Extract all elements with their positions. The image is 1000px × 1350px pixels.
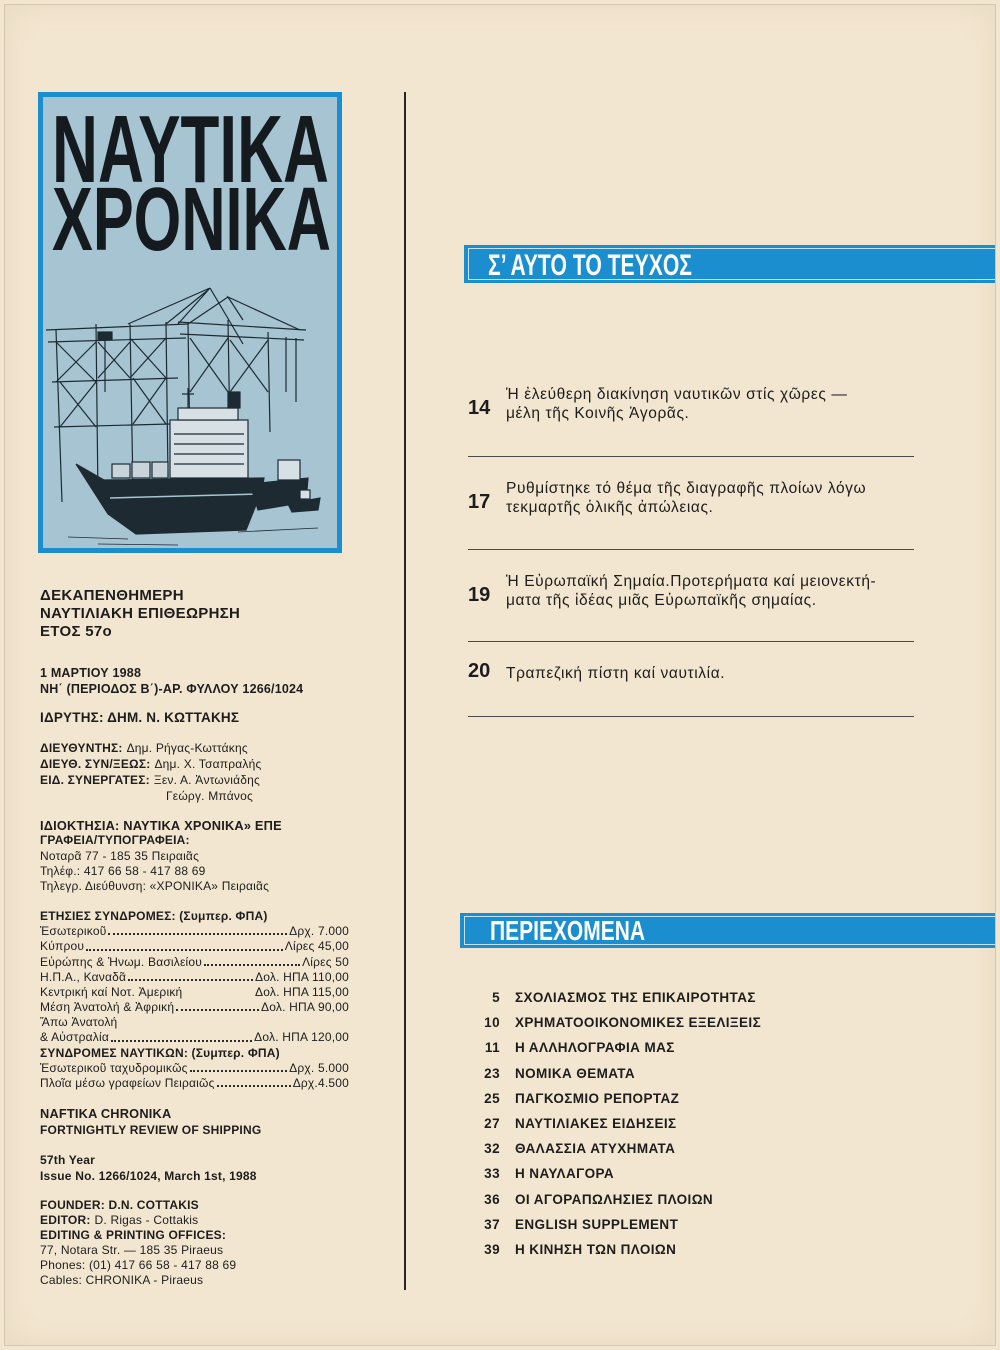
dot-leader [111, 1040, 252, 1042]
subscription-price: Δολ. ΗΠΑ 90,00 [261, 1000, 349, 1015]
article-title-line: Ἡ ἐλεύθερη διακίνηση ναυτικῶν στίς χῶρες — [506, 386, 848, 403]
article-page-number: 19 [468, 584, 491, 606]
featured-article [468, 572, 968, 622]
subscription-price: Δολ. ΗΠΑ 115,00 [255, 984, 349, 999]
featured-article [468, 479, 968, 529]
contents-item [470, 1187, 970, 1212]
ownership-block [40, 818, 349, 894]
contents-title: Η ΝΑΥΛΑΓΟΡΑ [515, 1166, 615, 1182]
english-address: 77, Notara Str. — 185 35 Piraeus [40, 1243, 224, 1257]
issue-date: 1 ΜΑΡΤΙΟΥ 1988 [40, 666, 142, 680]
contents-list [470, 985, 970, 1262]
offices-cable: Τηλεγρ. Διεύθυνση: «ΧΡΟΝΙΚΑ» Πειραιᾶς [40, 879, 270, 894]
subscription-row [40, 1000, 349, 1015]
dot-leader [217, 1085, 291, 1087]
english-issue: Issue No. 1266/1024, March 1st, 1988 [40, 1169, 257, 1183]
dot-leader [190, 1070, 287, 1072]
staff-role: ΕΙΔ. ΣΥΝΕΡΓΑΤΕΣ: [40, 773, 150, 787]
contents-title: ΝΑΥΤΙΛΙΑΚΕΣ ΕΙΔΗΣΕΙΣ [515, 1115, 677, 1131]
dot-leader [86, 949, 283, 951]
article-page-number: 17 [468, 491, 491, 513]
subscription-label: Πλοῖα μέσω γραφείων Πειραιῶς [40, 1076, 215, 1091]
article-title [506, 479, 866, 517]
staff-extra-name: Γεώργ. Μπάνος [166, 789, 253, 803]
issue-info [40, 665, 349, 697]
subscription-row [40, 1031, 349, 1046]
english-credits [40, 1198, 349, 1288]
staff-name: Δημ. Ρήγας-Κωττάκης [126, 741, 248, 755]
dot-leader [128, 979, 253, 981]
article-title [506, 572, 876, 610]
article-title-line: μέλη τῆς Κοινῆς Ἀγορᾶς. [506, 405, 690, 422]
contents-item [470, 1161, 970, 1186]
subscription-label: Η.Π.Α., Καναδᾶ [40, 969, 127, 984]
column-divider [404, 92, 406, 1290]
article-title [506, 664, 725, 683]
contents-page-number: 27 [484, 1115, 500, 1131]
subscription-price: Δρχ.4.500 [292, 1076, 349, 1091]
article-divider [468, 456, 914, 457]
subscription-price: Δρχ. 7.000 [289, 924, 349, 939]
featured-article [468, 660, 968, 714]
subscription-label: Κεντρική καί Νοτ. Ἀμερική [40, 984, 183, 999]
contents-title: ENGLISH SUPPLEMENT [515, 1216, 679, 1232]
staff-row [40, 772, 349, 788]
staff-name: Δημ. Χ. Τσαπραλής [154, 757, 262, 771]
contents-heading: ΠΕΡΙΕΧΟΜΕΝΑ [490, 915, 645, 946]
subscription-row [40, 970, 349, 985]
article-title-line: Τραπεζική πίστη καί ναυτιλία. [506, 665, 726, 682]
contents-banner [460, 913, 995, 948]
publication-type [40, 587, 349, 641]
article-divider [468, 641, 914, 642]
staff-role: ΔΙΕΥΘ. ΣΥΝ/ΞΕΩΣ: [40, 757, 151, 771]
staff-role: ΔΙΕΥΘΥΝΤΗΣ: [40, 741, 123, 755]
dot-leader [204, 964, 300, 966]
subscriptions-heading: ΕΤΗΣΙΕΣ ΣΥΝΔΡΟΜΕΣ: (Συμπερ. ΦΠΑ) [40, 909, 268, 923]
article-divider [468, 716, 914, 717]
staff-row [40, 740, 349, 756]
subscription-row [40, 955, 349, 970]
contents-page-number: 32 [484, 1141, 500, 1157]
contents-item [470, 1061, 970, 1086]
featured-article [468, 385, 968, 435]
subscription-label: Μέση Ἀνατολή & Ἀφρική [40, 1000, 175, 1015]
contents-page-number: 33 [484, 1166, 500, 1182]
english-cables: Cables: CHRONIKA - Piraeus [40, 1273, 204, 1287]
staff-name: Ξεν. Α. Ἀντωνιάδης [153, 773, 260, 787]
contents-page-number: 36 [484, 1191, 500, 1207]
contents-title: ΘΑΛΑΣΣΙΑ ΑΤΥΧΗΜΑΤΑ [515, 1141, 676, 1157]
banner-heading-svg [460, 913, 995, 948]
contents-page-number: 37 [484, 1216, 500, 1232]
subscription-label: & Αὐστραλία [40, 1030, 109, 1045]
contents-item [470, 1111, 970, 1136]
in-this-issue-banner [464, 245, 995, 283]
contents-item [470, 1010, 970, 1035]
contents-title: ΣΧΟΛΙΑΣΜΟΣ ΤΗΣ ΕΠΙΚΑΙΡΟΤΗΤΑΣ [515, 990, 756, 1005]
contents-title: ΧΡΗΜΑΤΟΟΙΚΟΝΟΜΙΚΕΣ ΕΞΕΛΙΞΕΙΣ [515, 1015, 762, 1031]
article-page-number: 20 [468, 660, 491, 682]
english-phones: Phones: (01) 417 66 58 - 417 88 69 [40, 1258, 237, 1272]
offices-phone: Τηλέφ.: 417 66 58 - 417 88 69 [40, 863, 206, 878]
cover-title-line1: ΝΑΥΤΙΚΑ [52, 96, 329, 203]
cover-title-line2: ΧΡΟΝΙΚΑ [52, 170, 331, 270]
contents-title: Η ΚΙΝΗΣΗ ΤΩΝ ΠΛΟΙΩΝ [515, 1241, 677, 1257]
issue-number: ΝΗ΄ (ΠΕΡΙΟΔΟΣ Β΄)-ΑΡ. ΦΥΛΛΟΥ 1266/1024 [40, 682, 304, 696]
english-founder: FOUNDER: D.N. COTTAKIS [40, 1198, 199, 1212]
subscription-row [40, 924, 349, 939]
english-title: NAFTIKA CHRONIKA [40, 1106, 172, 1121]
english-masthead [40, 1106, 349, 1138]
offices-address: Νοταρᾶ 77 - 185 35 Πειραιᾶς [40, 848, 200, 863]
sailors-subscriptions-heading: ΣΥΝΔΡΟΜΕΣ ΝΑΥΤΙΚΩΝ: (Συμπερ. ΦΠΑ) [40, 1045, 280, 1060]
subscription-price: Δολ. ΗΠΑ 120,00 [254, 1030, 349, 1045]
type-line-1: ΔΕΚΑΠΕΝΘΗΜΕΡΗ [40, 587, 184, 604]
subscription-price: Λίρες 45,00 [284, 939, 349, 954]
dot-leader [176, 1009, 259, 1011]
contents-item [470, 985, 970, 1010]
editor-name: D. Rigas - Cottakis [94, 1213, 199, 1227]
subscription-row [40, 939, 349, 954]
contents-page-number: 25 [484, 1090, 500, 1106]
in-this-issue-heading: Σ’ ΑΥΤΟ ΤΟ ΤΕΥΧΟΣ [488, 249, 692, 282]
contents-page-number: 11 [484, 1040, 500, 1056]
cover-thumbnail [38, 92, 342, 553]
english-editor [40, 1213, 349, 1228]
contents-title: Η ΑΛΛΗΛΟΓΡΑΦΙΑ ΜΑΣ [515, 1040, 675, 1056]
article-title-line: ματα τῆς ἰδέας μιᾶς Εὐρωπαϊκῆς σημαίας. [506, 592, 817, 609]
contents-page-number: 10 [484, 1015, 500, 1031]
contents-item [470, 1086, 970, 1111]
subscription-row [40, 1061, 349, 1076]
contents-item [470, 1136, 970, 1161]
article-title-line: Ρυθμίστηκε τό θέμα τῆς διαγραφῆς πλοίων λόγω [506, 480, 867, 497]
english-subtitle: FORTNIGHTLY REVIEW OF SHIPPING [40, 1123, 262, 1137]
subscription-row [40, 1015, 349, 1030]
article-title [506, 385, 847, 423]
article-title-line: τεκμαρτῆς ὁλικῆς ἀπώλειας. [506, 499, 714, 516]
dot-leader [108, 933, 287, 935]
founder-line: ΙΔΡΥΤΗΣ: ΔΗΜ. Ν. ΚΩΤΤΑΚΗΣ [40, 710, 240, 725]
article-divider [468, 549, 914, 550]
subscriptions-block [40, 909, 349, 1091]
subscription-label: Εὐρώπης & Ἠνωμ. Βασιλείου [40, 954, 203, 969]
article-title-line: Ἡ Εὐρωπαϊκή Σημαία.Προτερήματα καί μειονεκτή- [506, 573, 877, 590]
subscription-label: Ἐσωτερικοῦ ταχυδρομικῶς [40, 1060, 188, 1075]
subscription-label: Ἐσωτερικοῦ [40, 924, 107, 939]
staff-row [40, 756, 349, 772]
subscription-price: Λίρες 50 [302, 954, 349, 969]
contents-item [470, 1035, 970, 1060]
subscription-row [40, 985, 349, 1000]
english-offices-heading: EDITING & PRINTING OFFICES: [40, 1228, 227, 1242]
subscription-price: Δολ. ΗΠΑ 110,00 [255, 969, 349, 984]
subscription-price: Δρχ. 5.000 [289, 1060, 349, 1075]
subscription-label: Ἄπω Ἀνατολή [40, 1015, 118, 1030]
contents-title: ΝΟΜΙΚΑ ΘΕΜΑΤΑ [515, 1065, 636, 1081]
article-page-number: 14 [468, 397, 491, 419]
english-year: 57th Year [40, 1153, 95, 1167]
editor-role: EDITOR: [40, 1213, 91, 1227]
offices-heading: ΓΡΑΦΕΙΑ/ΤΥΠΟΓΡΑΦΕΙΑ: [40, 833, 190, 848]
contents-item [470, 1212, 970, 1237]
banner-heading-svg [464, 245, 995, 283]
ownership-line: ΙΔΙΟΚΤΗΣΙΑ: ΝΑΥΤΙΚΑ ΧΡΟΝΙΚΑ» ΕΠΕ [40, 818, 282, 833]
english-issue-info [40, 1152, 349, 1184]
contents-title: ΟΙ ΑΓΟΡΑΠΩΛΗΣΙΕΣ ΠΛΟΙΩΝ [515, 1191, 714, 1207]
type-line-3: ΕΤΟΣ 57ο [40, 623, 112, 640]
subscription-label: Κύπρου [40, 939, 85, 954]
contents-title: ΠΑΓΚΟΣΜΙΟ ΡΕΠΟΡΤΑΖ [515, 1090, 680, 1106]
contents-page-number: 23 [484, 1065, 500, 1081]
contents-page-number: 39 [484, 1241, 500, 1257]
type-line-2: ΝΑΥΤΙΛΙΑΚΗ ΕΠΙΘΕΩΡΗΣΗ [40, 605, 241, 622]
contents-item [470, 1237, 970, 1262]
staff-list [40, 740, 349, 804]
contents-page-number: 5 [492, 990, 500, 1005]
subscription-row [40, 1076, 349, 1091]
